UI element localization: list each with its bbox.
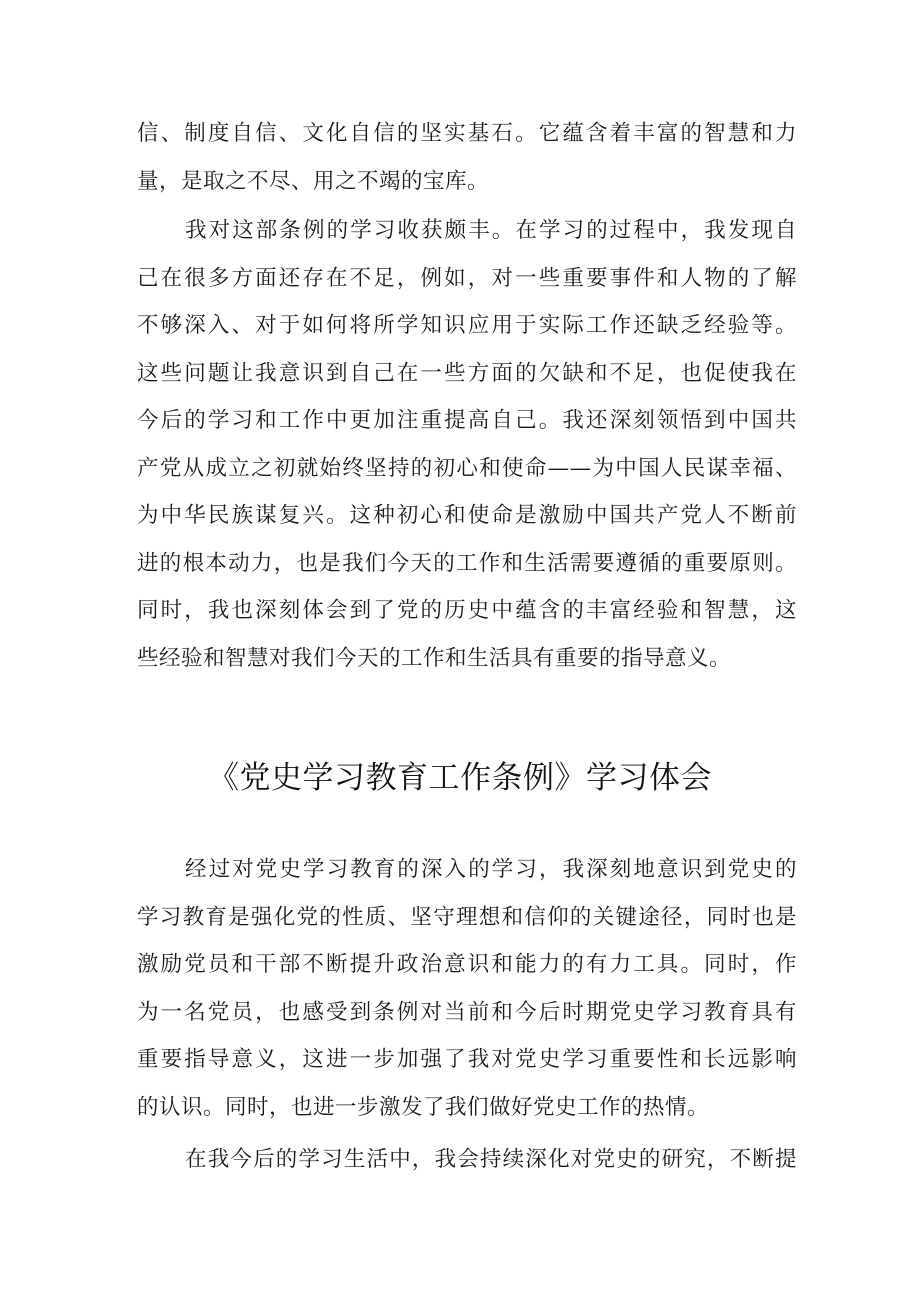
text-line: 激励党员和干部不断提升政治意识和能力的有力工具。同时，作 (137, 952, 797, 977)
text-line: 些经验和智慧对我们今天的工作和生活具有重要的指导意义。 (137, 645, 732, 671)
text-line: 我对这部条例的学习收获颇丰。在学习的过程中，我发现自 (185, 218, 797, 243)
paragraph-learning-gains (137, 207, 797, 682)
paragraph-study-reflection (137, 846, 797, 1131)
text-line: 为一名党员，也感受到条例对当前和今后时期党史学习教育具有 (137, 999, 797, 1025)
text-line: 同时，我也深刻体会到了党的历史中蕴含的丰富经验和智慧，这 (137, 598, 797, 623)
text-line: 在我今后的学习生活中，我会持续深化对党史的研究，不断提 (185, 1147, 797, 1172)
text-line: 进的根本动力，也是我们今天的工作和生活需要遵循的重要原则。 (137, 550, 797, 576)
text-line: 学习教育是强化党的性质、坚守理想和信仰的关键途径，同时也是 (137, 904, 797, 930)
text-line: 己在很多方面还存在不足，例如，对一些重要事件和人物的了解 (137, 265, 797, 291)
text-line: 这些问题让我意识到自己在一些方面的欠缺和不足，也促使我在 (137, 360, 797, 386)
text-line: 经过对党史学习教育的深入的学习，我深刻地意识到党史的 (185, 857, 797, 882)
paragraph-continuation (137, 110, 797, 205)
text-line: 量，是取之不尽、用之不竭的宝库。 (137, 168, 490, 194)
text-line: 信、制度自信、文化自信的坚实基石。它蕴含着丰富的智慧和力 (137, 121, 797, 146)
text-line: 产党从成立之初就始终坚持的初心和使命——为中国人民谋幸福、 (137, 455, 797, 481)
text-line: 重要指导意义，这进一步加强了我对党史学习重要性和长远影响 (137, 1047, 797, 1072)
text-line: 今后的学习和工作中更加注重提高自己。我还深刻领悟到中国共 (137, 408, 797, 433)
text-line: 的认识。同时，也进一步激发了我们做好党史工作的热情。 (137, 1094, 710, 1120)
text-line: 不够深入、对于如何将所学知识应用于实际工作还缺乏经验等。 (137, 313, 797, 338)
section-title: 《党史学习教育工作条例》学习体会 (208, 760, 712, 796)
text-line: 为中华民族谋复兴。这种初心和使命是激励中国共产党人不断前 (137, 503, 797, 528)
paragraph-future-plan (137, 1136, 797, 1184)
